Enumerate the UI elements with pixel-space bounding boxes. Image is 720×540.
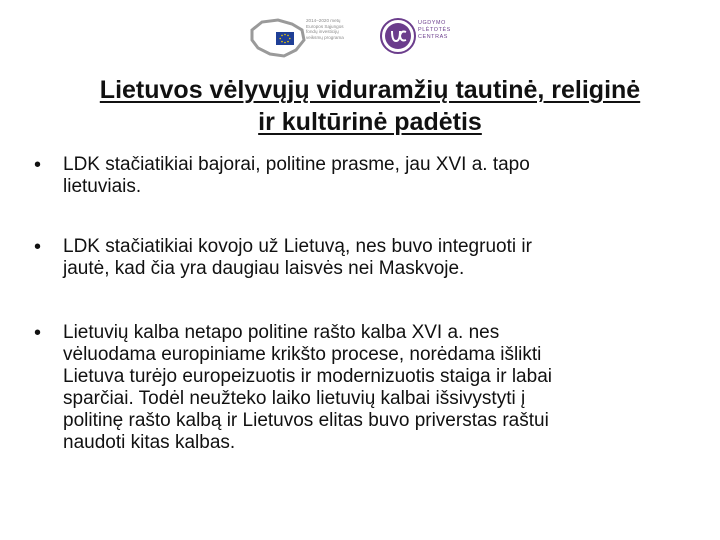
bullet-text [63,322,552,454]
eu-funds-logo [248,16,360,60]
bullet-line: jautė, kad čia yra daugiau laisvės nei Maskvoje. [63,258,465,279]
ugdymo-pletotes-centras-logo [380,14,480,58]
bullet-line: sparčiai. Todėl neužteko laiko lietuvių kalbai išsivystyti į [63,388,526,409]
upc-emblem-icon [380,18,416,54]
bullet-line: LDK stačiatikiai kovojo už Lietuvą, nes buvo integruoti ir [63,236,532,257]
eu-text-line: fondų investicijų [306,29,339,35]
eu-text-line: Europos Sąjungos [306,23,344,29]
ugdymo-text [418,20,451,42]
eu-text-line: 2014–2020 metų [306,18,341,23]
header-logos [0,12,720,60]
title-line: ir kultūrinė padėtis [258,108,482,136]
ugd-text-line: UGDYMO [418,20,446,26]
bullet-line: Lietuva turėjo europeizuotis ir modernizuotis staiga ir labai [63,366,552,387]
bullet-line: lietuviais. [63,176,142,197]
lithuania-map-eu-flag-icon [248,16,308,60]
bullet-text [63,236,532,280]
slide-title [40,74,700,138]
eu-text-line: veiksmų programa [306,34,344,40]
bullet-line: politinę rašto kalbą ir Lietuvos elitas buvo priverstas raštui [63,410,549,431]
bullet-line: naudoti kitas kalbas. [63,432,236,453]
eu-program-text [306,18,362,40]
title-line: Lietuvos vėlyvųjų viduramžių tautinė, religinė [99,76,641,104]
bullet-text [63,154,530,198]
bullet-line: LDK stačiatikiai bajorai, politine prasme, jau XVI a. tapo [63,154,530,175]
ugd-text-line: PLĖTOTĖS [418,27,451,34]
bullet-dot: • [34,154,42,176]
bullet-line: vėluodama europiniame krikšto procese, norėdama išlikti [63,344,542,365]
bullet-dot: • [34,322,42,344]
ugd-text-line: CENTRAS [418,34,448,41]
bullet-line: Lietuvių kalba netapo politine rašto kalba XVI a. nes [63,322,500,343]
bullet-dot: • [34,236,42,258]
